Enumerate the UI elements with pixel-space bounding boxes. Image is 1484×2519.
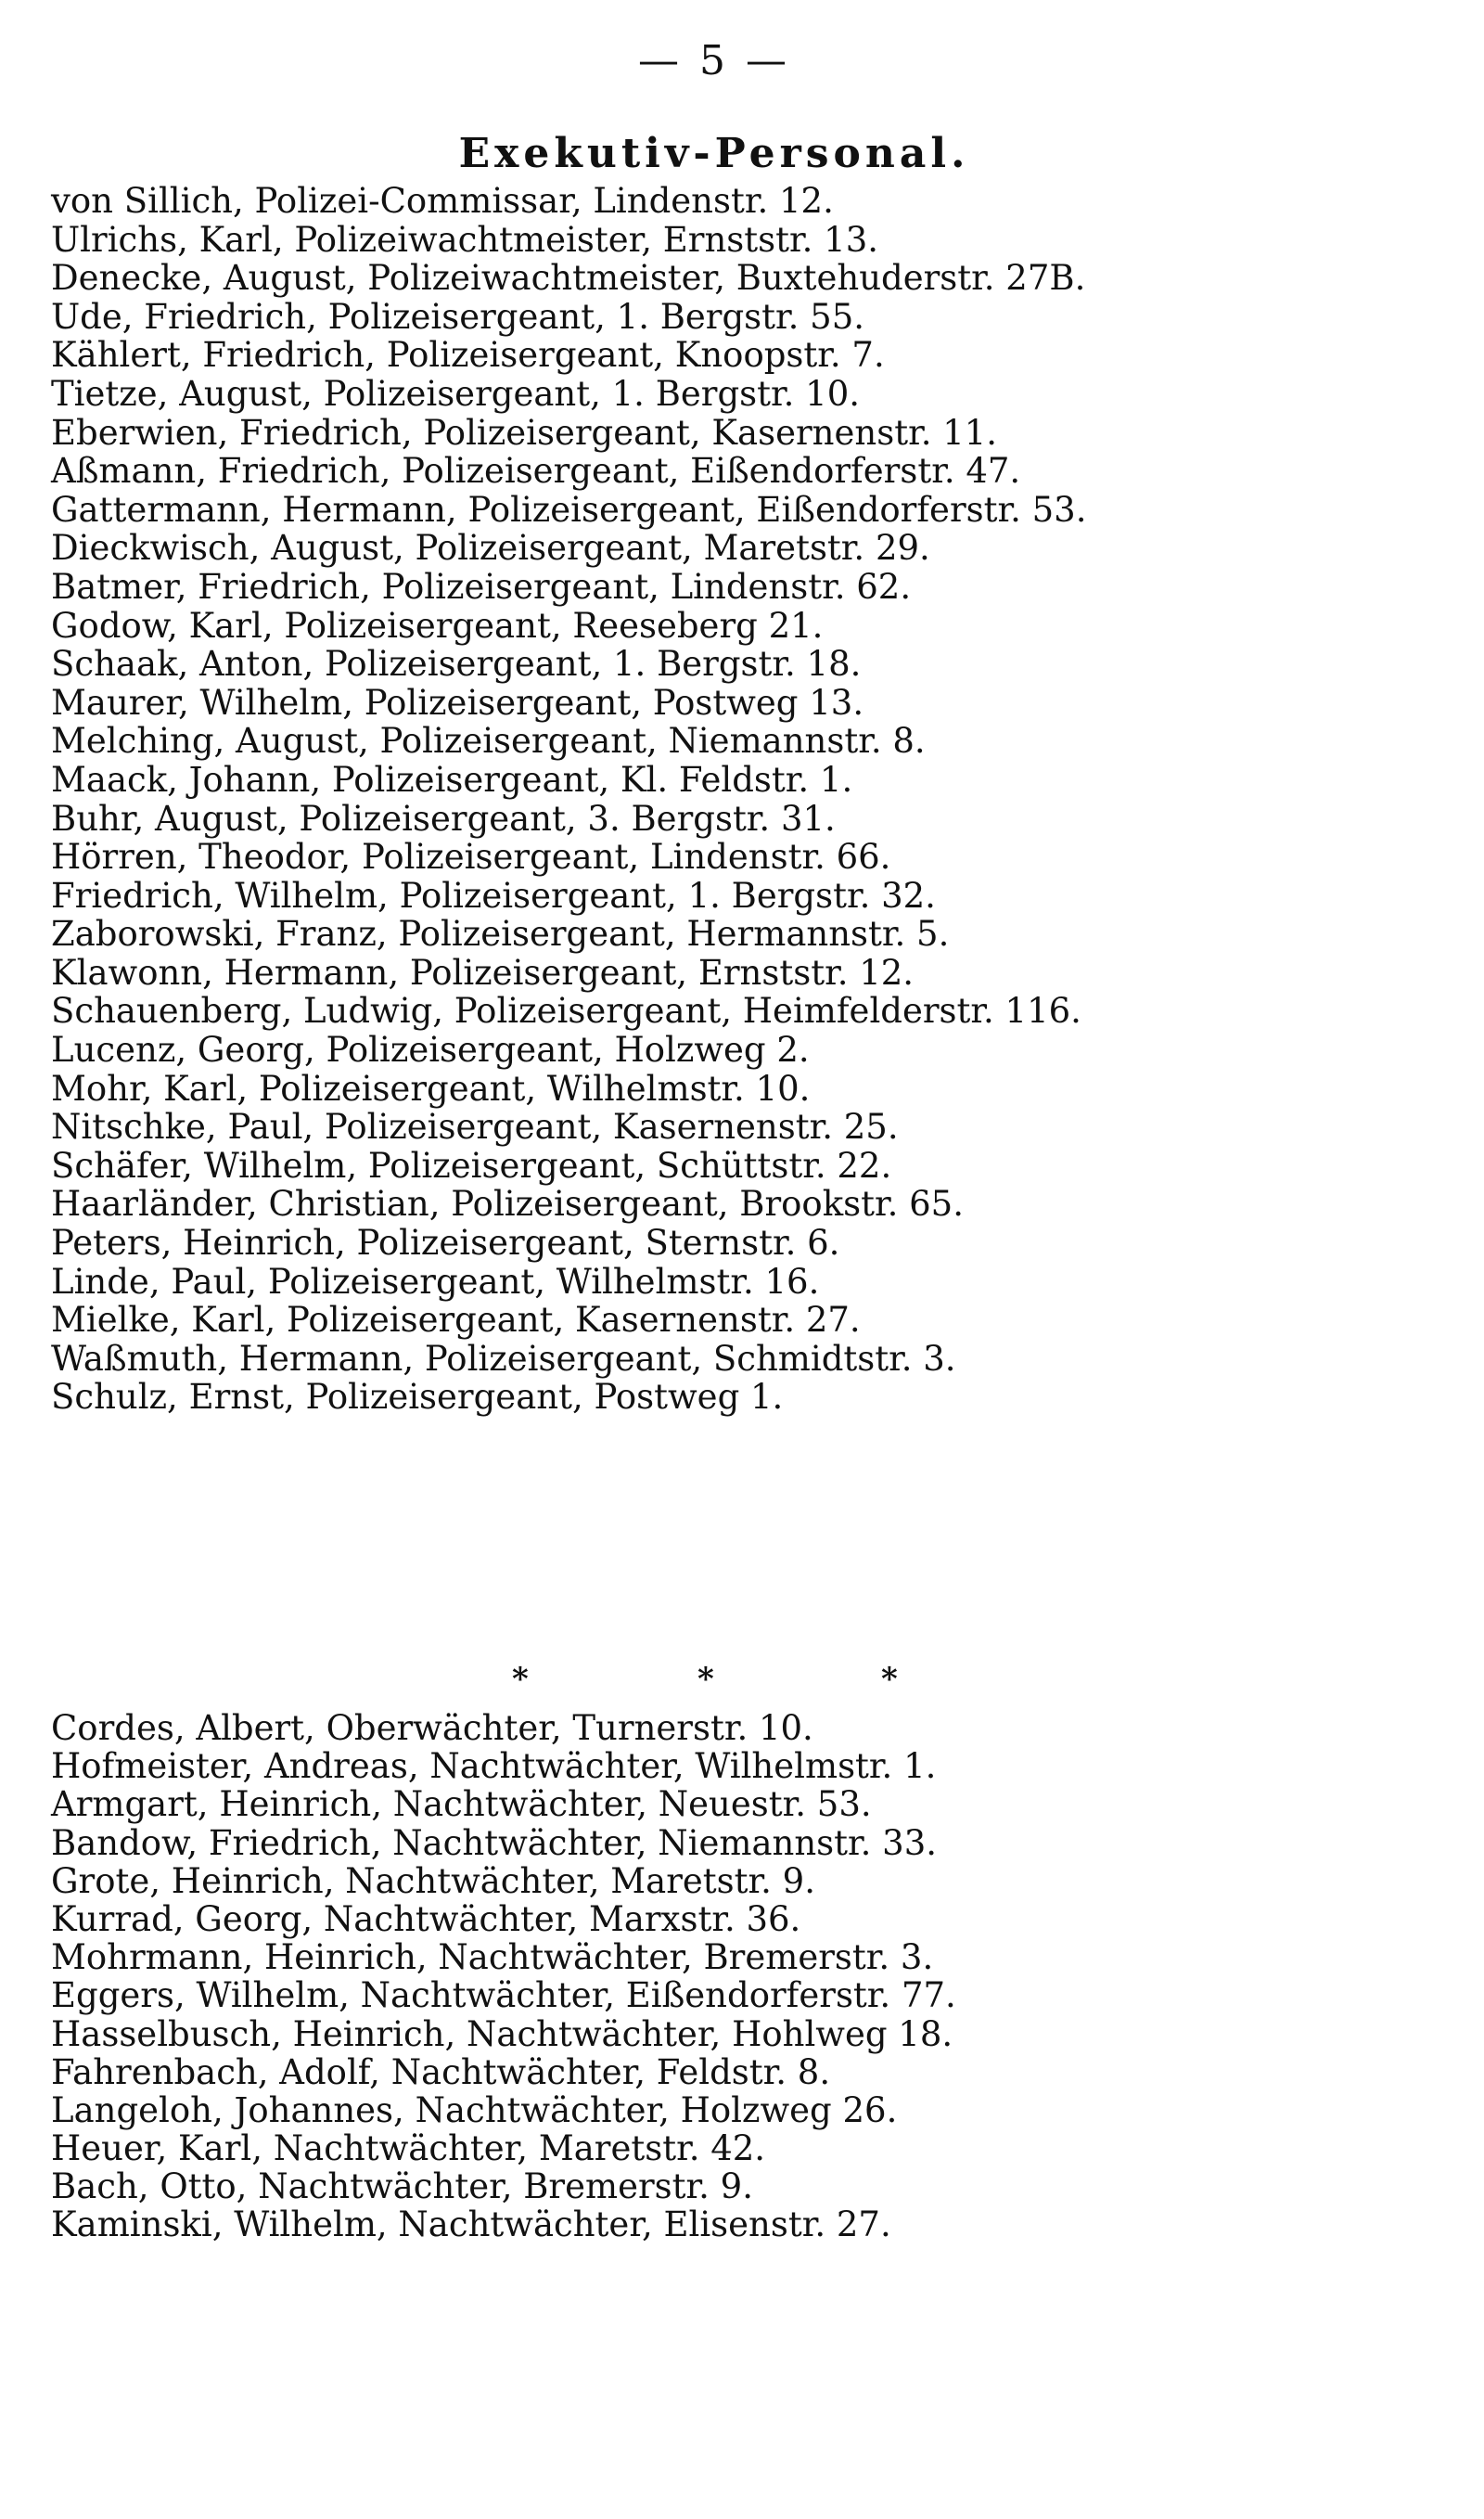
list-item: Armgart, Heinrich, Nachtwächter, Neuestr. 53. — [51, 1784, 872, 1825]
list-item: Tietze, August, Polizeisergeant, 1. Bergstr. 10. — [51, 373, 860, 414]
list-item: Gattermann, Hermann, Polizeisergeant, Eißendorferstr. 53. — [51, 489, 1087, 530]
list-item: Godow, Karl, Polizeisergeant, Reeseberg 21. — [51, 605, 824, 646]
list-item: Zaborowski, Franz, Polizeisergeant, Hermannstr. 5. — [51, 914, 950, 955]
list-item: Dieckwisch, August, Polizeisergeant, Maretstr. 29. — [51, 528, 930, 569]
list-item: Heuer, Karl, Nachtwächter, Maretstr. 42. — [51, 2128, 766, 2169]
list-item: Denecke, August, Polizeiwachtmeister, Buxtehuderstr. 27B. — [51, 258, 1086, 299]
section-title: Exekutiv-Personal. — [458, 130, 970, 177]
list-item: Langeloh, Johannes, Nachtwächter, Holzweg 26. — [51, 2089, 898, 2130]
list-item: Aßmann, Friedrich, Polizeisergeant, Eißendorferstr. 47. — [51, 451, 1021, 492]
list-item: Melching, August, Polizeisergeant, Niemannstr. 8. — [51, 721, 926, 762]
list-item: Fahrenbach, Adolf, Nachtwächter, Feldstr. 8. — [51, 2051, 831, 2092]
list-item: Haarländer, Christian, Polizeisergeant, Brookstr. 65. — [51, 1184, 964, 1225]
list-item: Bach, Otto, Nachtwächter, Bremerstr. 9. — [51, 2166, 753, 2207]
list-item: Kählert, Friedrich, Polizeisergeant, Knoopstr. 7. — [51, 335, 885, 376]
list-item: Friedrich, Wilhelm, Polizeisergeant, 1. Bergstr. 32. — [51, 875, 936, 916]
list-item: Klawonn, Hermann, Polizeisergeant, Ernststr. 12. — [51, 952, 915, 993]
list-item: Kurrad, Georg, Nachtwächter, Marxstr. 36. — [51, 1898, 801, 1939]
list-item: Mielke, Karl, Polizeisergeant, Kasernenstr. 27. — [51, 1300, 861, 1341]
list-item: Buhr, August, Polizeisergeant, 3. Bergstr. 31. — [51, 798, 836, 839]
list-item: Ude, Friedrich, Polizeisergeant, 1. Bergstr. 55. — [51, 296, 865, 337]
list-item: Mohrmann, Heinrich, Nachtwächter, Bremerstr. 3. — [51, 1937, 934, 1978]
list-item: Schauenberg, Ludwig, Polizeisergeant, Heimfelderstr. 116. — [51, 991, 1081, 1032]
list-item: Waßmuth, Hermann, Polizeisergeant, Schmidtstr. 3. — [51, 1338, 956, 1379]
list-item: Mohr, Karl, Polizeisergeant, Wilhelmstr. 10. — [51, 1068, 811, 1109]
list-item: Schulz, Ernst, Polizeisergeant, Postweg 1. — [51, 1377, 784, 1418]
list-item: Hofmeister, Andreas, Nachtwächter, Wilhelmstr. 1. — [51, 1746, 937, 1787]
separator-asterisk: * — [881, 1661, 898, 1698]
list-item: Eberwien, Friedrich, Polizeisergeant, Kasernenstr. 11. — [51, 412, 998, 453]
list-item: Peters, Heinrich, Polizeisergeant, Sternstr. 6. — [51, 1223, 840, 1264]
list-item: Linde, Paul, Polizeisergeant, Wilhelmstr. 16. — [51, 1261, 820, 1302]
list-item: von Sillich, Polizei-Commissar, Lindenstr. 12. — [51, 181, 834, 221]
separator-asterisk: * — [512, 1661, 529, 1698]
list-item: Bandow, Friedrich, Nachtwächter, Niemannstr. 33. — [51, 1822, 938, 1863]
list-item: Hasselbusch, Heinrich, Nachtwächter, Hohlweg 18. — [51, 2013, 953, 2054]
list-item: Maack, Johann, Polizeisergeant, Kl. Feldstr. 1. — [51, 759, 853, 800]
list-item: Eggers, Wilhelm, Nachtwächter, Eißendorferstr. 77. — [51, 1975, 956, 2016]
list-item: Nitschke, Paul, Polizeisergeant, Kasernenstr. 25. — [51, 1107, 899, 1148]
separator-asterisk: * — [697, 1661, 714, 1698]
list-item: Grote, Heinrich, Nachtwächter, Maretstr. 9. — [51, 1860, 815, 1901]
page-number: — 5 — — [638, 37, 790, 84]
list-item: Maurer, Wilhelm, Polizeisergeant, Postweg 13. — [51, 682, 864, 723]
list-item: Schaak, Anton, Polizeisergeant, 1. Bergstr. 18. — [51, 644, 862, 685]
list-item: Cordes, Albert, Oberwächter, Turnerstr. 10. — [51, 1708, 813, 1748]
list-item: Hörren, Theodor, Polizeisergeant, Lindenstr. 66. — [51, 837, 891, 878]
executive-staff-list — [51, 182, 1087, 1417]
list-item: Ulrichs, Karl, Polizeiwachtmeister, Ernststr. 13. — [51, 219, 878, 260]
list-item: Schäfer, Wilhelm, Polizeisergeant, Schüttstr. 22. — [51, 1145, 892, 1186]
night-watch-list — [51, 1709, 956, 2244]
list-item: Lucenz, Georg, Polizeisergeant, Holzweg 2. — [51, 1030, 810, 1071]
list-item: Batmer, Friedrich, Polizeisergeant, Lindenstr. 62. — [51, 566, 912, 607]
list-item: Kaminski, Wilhelm, Nachtwächter, Elisenstr. 27. — [51, 2204, 891, 2245]
